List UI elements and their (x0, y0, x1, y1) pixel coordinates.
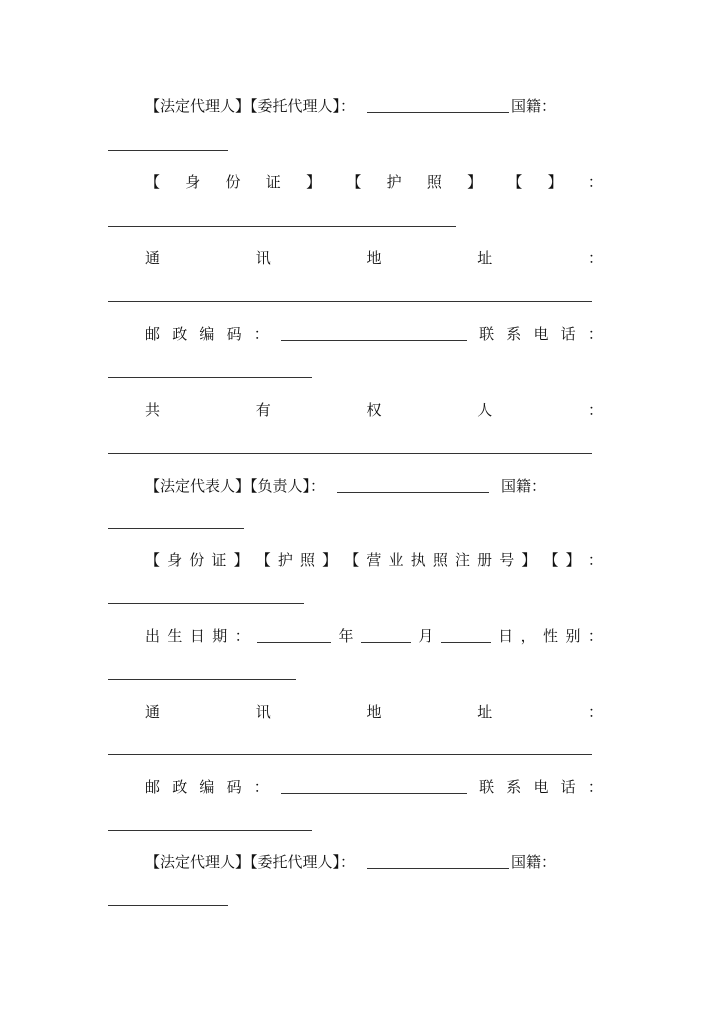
text-char: 营 (366, 551, 382, 569)
text-char: 证 (265, 173, 281, 191)
bracket-open: 【 (145, 551, 161, 569)
text-char: 码 (226, 778, 242, 796)
phone-blank (108, 377, 312, 378)
gender-blank (108, 679, 296, 680)
colon: ： (587, 703, 603, 721)
day-blank (441, 642, 491, 643)
text-char: 邮 (145, 778, 161, 796)
agent-blank (367, 112, 509, 113)
nationality-blank (108, 528, 244, 529)
bracket-open: 【 (255, 551, 271, 569)
colon: ： (587, 325, 603, 343)
text-char: 共 (145, 401, 161, 419)
bracket-close: 】 (521, 551, 537, 569)
text-char: 性 (543, 627, 559, 645)
year-blank (257, 642, 331, 643)
id-number-blank (108, 226, 456, 227)
text-char: 期 (212, 627, 228, 645)
text-char: 身 (185, 173, 201, 191)
text-char: 有 (255, 401, 271, 419)
text-char: 讯 (255, 703, 271, 721)
text-char: 联 (479, 325, 495, 343)
id-number-blank (108, 603, 304, 604)
row-postcode-phone-1 (145, 320, 603, 344)
text-char: 身 (167, 551, 183, 569)
bracket-close: 】 (322, 551, 338, 569)
agent-label: 【法定代理人】【委托代理人】： (145, 853, 356, 871)
bracket-close: 】 (547, 173, 563, 191)
co-owner-blank (108, 453, 592, 454)
colon: ： (253, 778, 269, 796)
bracket-close: 】 (467, 173, 483, 191)
agent-label: 【法定代理人】【委托代理人】： (145, 97, 356, 115)
text-char: 通 (145, 249, 161, 267)
text-char: 系 (506, 778, 522, 796)
representative-label: 【法定代表人】【负责人】： (145, 477, 326, 495)
month-label: 月 (418, 627, 434, 645)
colon: ： (587, 401, 603, 419)
row-agent-2 (145, 848, 603, 872)
nationality-blank (108, 150, 228, 151)
day-label: 日 (498, 627, 514, 645)
text-char: 册 (477, 551, 493, 569)
text-char: 话 (560, 325, 576, 343)
row-co-owner (145, 396, 603, 420)
bracket-close: 】 (565, 551, 581, 569)
representative-blank (337, 492, 489, 493)
nationality-label: 国籍： (511, 853, 557, 871)
text-char: 护 (277, 551, 293, 569)
bracket-open: 【 (344, 551, 360, 569)
year-label: 年 (338, 627, 354, 645)
text-char: 别 (565, 627, 581, 645)
nationality-label: 国籍： (501, 477, 547, 495)
text-char: 政 (172, 778, 188, 796)
agent-blank (367, 868, 509, 869)
text-char: 人 (477, 401, 493, 419)
row-address-2 (145, 698, 603, 722)
month-blank (361, 642, 411, 643)
text-char: 联 (479, 778, 495, 796)
text-char: 址 (477, 249, 493, 267)
text-char: 邮 (145, 325, 161, 343)
text-char: 份 (225, 173, 241, 191)
nationality-label: 国籍： (511, 97, 557, 115)
text-char: 照 (426, 173, 442, 191)
text-char: 注 (454, 551, 470, 569)
bracket-open: 【 (507, 173, 523, 191)
row-agent-1 (145, 92, 603, 116)
address-blank (108, 301, 592, 302)
text-char: 编 (199, 778, 215, 796)
bracket-open: 【 (145, 173, 161, 191)
colon: ： (587, 249, 603, 267)
text-char: 话 (560, 778, 576, 796)
colon: ： (253, 325, 269, 343)
row-id-type-1 (145, 168, 603, 192)
text-char: 系 (506, 325, 522, 343)
row-representative (145, 472, 603, 496)
colon: ： (587, 551, 603, 569)
colon: ： (587, 778, 603, 796)
text-char: 权 (366, 401, 382, 419)
text-char: 政 (172, 325, 188, 343)
row-postcode-phone-2 (145, 773, 603, 797)
bracket-open: 【 (346, 173, 362, 191)
text-char: 日 (189, 627, 205, 645)
text-char: 执 (410, 551, 426, 569)
text-char: 址 (477, 703, 493, 721)
text-char: 讯 (255, 249, 271, 267)
text-char: 电 (533, 778, 549, 796)
text-char: 出 (145, 627, 161, 645)
colon: ： (587, 627, 603, 645)
comma: ， (520, 627, 536, 645)
text-char: 地 (366, 249, 382, 267)
text-char: 通 (145, 703, 161, 721)
postcode-blank (281, 340, 467, 341)
row-address-1 (145, 244, 603, 268)
text-char: 编 (199, 325, 215, 343)
text-char: 码 (226, 325, 242, 343)
text-char: 份 (189, 551, 205, 569)
text-char: 地 (366, 703, 382, 721)
address-blank (108, 754, 592, 755)
row-birthdate-gender (145, 622, 603, 646)
text-char: 照 (432, 551, 448, 569)
text-char: 号 (499, 551, 515, 569)
text-char: 生 (167, 627, 183, 645)
nationality-blank (108, 905, 228, 906)
colon: ： (234, 627, 250, 645)
row-id-type-2 (145, 546, 603, 570)
bracket-close: 】 (233, 551, 249, 569)
text-char: 照 (299, 551, 315, 569)
text-char: 业 (388, 551, 404, 569)
text-char: 电 (533, 325, 549, 343)
text-char: 证 (211, 551, 227, 569)
bracket-close: 】 (306, 173, 322, 191)
bracket-open: 【 (543, 551, 559, 569)
postcode-blank (281, 793, 467, 794)
text-char: 护 (386, 173, 402, 191)
colon: ： (587, 173, 603, 191)
phone-blank (108, 830, 312, 831)
